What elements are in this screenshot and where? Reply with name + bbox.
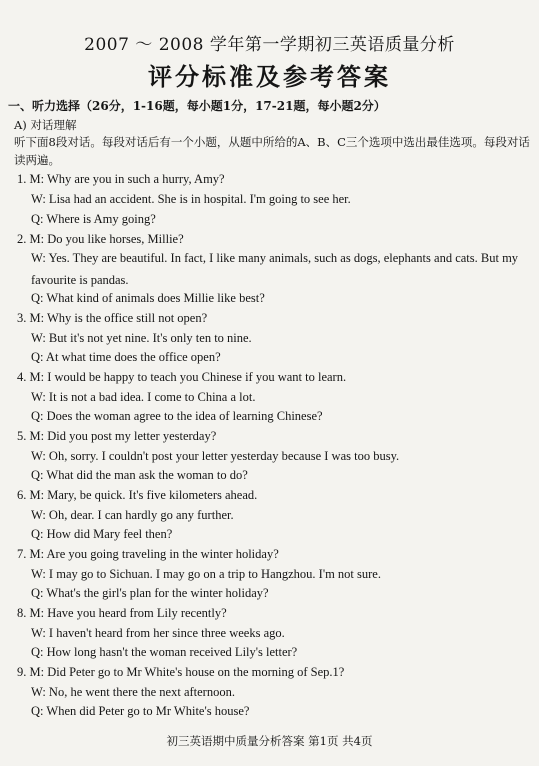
dialogue-number: 8.	[17, 606, 27, 620]
dialogue-2-w: W: Yes. They are beautiful. In fact, I like many animals, such as dogs, elephants and cats. But my favourite is pandas.	[31, 251, 519, 287]
dialogue-7-m: 7. M: Are you going traveling in the winter holiday?	[17, 547, 279, 561]
section-heading: 一、听力选择（26分，1-16题，每小题1分，17-21题，每小题2分）	[8, 99, 386, 113]
page-footer: 初三英语期中质量分析答案 第1页 共4页	[166, 734, 373, 748]
instruction-text: 听下面8段对话。每段对话后有一个小题，从题中所给的A、B、C三个选项中选出最佳选项。每段对话读两遍。	[14, 135, 530, 167]
dialogue-3-m: 3. M: Why is the office still not open?	[17, 311, 208, 325]
dialogue-2-m: 2. M: Do you like horses, Millie?	[17, 232, 184, 246]
part-label: A) 对话理解	[14, 118, 77, 132]
dialogue-7-q: Q: What's the girl's plan for the winter holiday?	[31, 586, 269, 600]
dialogue-8-m: 8. M: Have you heard from Lily recently?	[17, 606, 227, 620]
dialogue-number: 5.	[17, 429, 27, 443]
dialogue-6-w: W: Oh, dear. I can hardly go any further.	[31, 508, 234, 522]
dialogue-9-w: W: No, he went there the next afternoon.	[31, 685, 235, 699]
dialogue-number: 9.	[17, 665, 27, 679]
dialogue-number: 2.	[17, 232, 27, 246]
dialogue-number: 4.	[17, 370, 27, 384]
document-title: 2007 ～ 2008 学年第一学期初三英语质量分析	[84, 35, 455, 55]
dialogue-4-w: W: It is not a bad idea. I come to China a lot.	[31, 390, 256, 404]
dialogue-1-q: Q: Where is Amy going?	[31, 212, 156, 226]
dialogue-5-w: W: Oh, sorry. I couldn't post your letter yesterday because I was too busy.	[31, 449, 400, 463]
dialogue-6-q: Q: How did Mary feel then?	[31, 527, 173, 541]
dialogue-9-q: Q: When did Peter go to Mr White's house?	[31, 704, 250, 718]
dialogue-1-m: 1. M: Why are you in such a hurry, Amy?	[17, 172, 225, 186]
dialogue-5-m: 5. M: Did you post my letter yesterday?	[17, 429, 217, 443]
dialogue-6-m: 6. M: Mary, be quick. It's five kilometers ahead.	[17, 488, 258, 502]
dialogue-4-m: 4. M: I would be happy to teach you Chinese if you want to learn.	[17, 370, 347, 384]
dialogue-2-q: Q: What kind of animals does Millie like best?	[31, 291, 265, 305]
dialogue-number: 1.	[17, 172, 27, 186]
dialogue-8-w: W: I haven't heard from her since three weeks ago.	[31, 626, 285, 640]
dialogue-9-m: 9. M: Did Peter go to Mr White's house on the morning of Sep.1?	[17, 665, 345, 679]
dialogue-7-w: W: I may go to Sichuan. I may go on a trip to Hangzhou. I'm not sure.	[31, 567, 381, 581]
dialogue-8-q: Q: How long hasn't the woman received Lily's letter?	[31, 645, 298, 659]
dialogue-3-q: Q: At what time does the office open?	[31, 350, 221, 364]
dialogue-number: 6.	[17, 488, 27, 502]
dialogue-4-q: Q: Does the woman agree to the idea of learning Chinese?	[31, 409, 323, 423]
dialogue-number: 3.	[17, 311, 27, 325]
dialogue-1-w: W: Lisa had an accident. She is in hospital. I'm going to see her.	[31, 192, 351, 206]
dialogue-5-q: Q: What did the man ask the woman to do?	[31, 468, 248, 482]
dialogue-number: 7.	[17, 547, 27, 561]
dialogue-3-w: W: But it's not yet nine. It's only ten to nine.	[31, 331, 252, 345]
document-subtitle: 评分标准及参考答案	[148, 62, 391, 91]
